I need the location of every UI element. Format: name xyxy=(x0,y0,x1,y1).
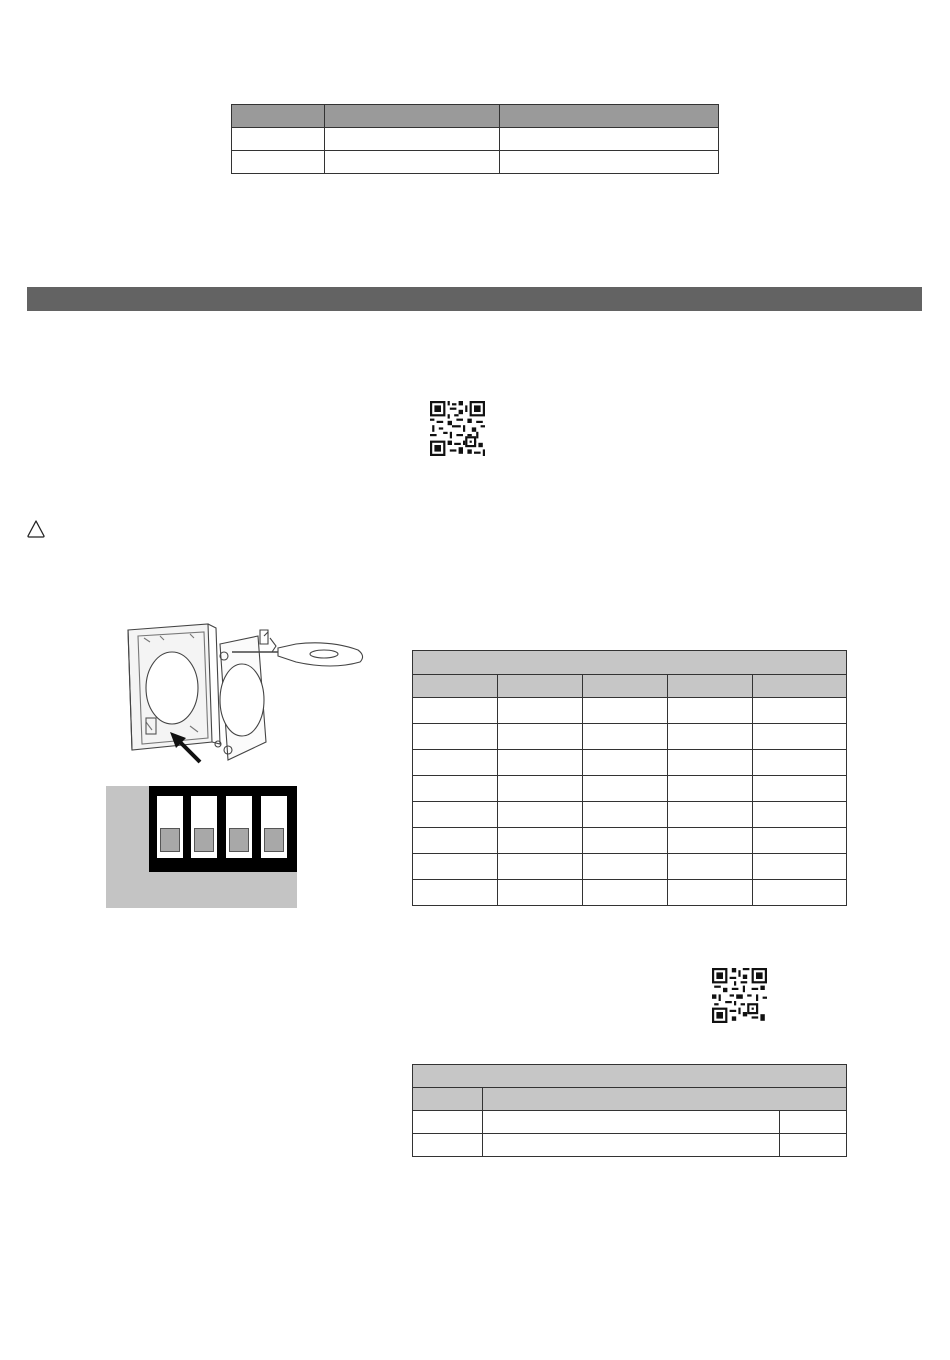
table-header-cell xyxy=(753,675,847,698)
table-cell xyxy=(753,750,847,776)
table-cell xyxy=(668,880,753,906)
table-cell xyxy=(753,880,847,906)
dip-switch-2 xyxy=(191,796,217,858)
dip-knob xyxy=(160,828,180,852)
table-cell xyxy=(498,828,583,854)
table-row xyxy=(413,698,847,724)
table-cell xyxy=(753,828,847,854)
table-cell xyxy=(498,880,583,906)
table-cell xyxy=(753,698,847,724)
dip-knob xyxy=(194,828,214,852)
table-cell xyxy=(583,828,668,854)
table-header-cell xyxy=(668,675,753,698)
table-cell xyxy=(668,750,753,776)
table-cell xyxy=(668,828,753,854)
table-cell xyxy=(413,1111,483,1134)
table-cell xyxy=(498,802,583,828)
table-title-row xyxy=(413,1065,847,1088)
table-header-row xyxy=(232,105,719,128)
bottom-table xyxy=(412,1064,847,1157)
table-cell xyxy=(780,1111,847,1134)
table-cell xyxy=(668,802,753,828)
table-cell xyxy=(753,802,847,828)
table-cell xyxy=(413,854,498,880)
table-cell xyxy=(232,128,325,151)
table-cell xyxy=(500,151,719,174)
table-cell xyxy=(668,724,753,750)
table-title xyxy=(413,1065,847,1088)
table-cell xyxy=(583,724,668,750)
section-header-bar xyxy=(27,287,922,311)
table-row xyxy=(413,880,847,906)
qr-code-top xyxy=(430,401,485,456)
table-cell xyxy=(500,128,719,151)
table-cell xyxy=(780,1134,847,1157)
table-cell xyxy=(325,151,500,174)
dip-switch-diagram xyxy=(106,786,297,908)
table-row xyxy=(413,1134,847,1157)
warning-triangle-icon xyxy=(26,519,46,539)
table-cell xyxy=(413,880,498,906)
device-mounting-illustration xyxy=(120,622,370,772)
table-cell xyxy=(498,776,583,802)
table-cell xyxy=(583,880,668,906)
table-cell xyxy=(753,854,847,880)
table-header-cell xyxy=(500,105,719,128)
settings-table xyxy=(412,650,847,906)
table-cell xyxy=(413,776,498,802)
qr-code-bottom xyxy=(712,968,767,1023)
table-cell xyxy=(413,750,498,776)
table-cell xyxy=(325,128,500,151)
table-cell xyxy=(583,802,668,828)
table-cell xyxy=(483,1134,780,1157)
table-cell xyxy=(413,724,498,750)
table-cell xyxy=(753,776,847,802)
dip-knob xyxy=(264,828,284,852)
table-cell xyxy=(498,724,583,750)
table-cell xyxy=(483,1111,780,1134)
table-cell xyxy=(668,854,753,880)
table-cell xyxy=(668,698,753,724)
table-title xyxy=(413,651,847,675)
table-row xyxy=(413,854,847,880)
table-cell xyxy=(668,776,753,802)
table-header-cell xyxy=(325,105,500,128)
table-header-row xyxy=(413,675,847,698)
table-row xyxy=(413,828,847,854)
table-row xyxy=(413,776,847,802)
table-header-cell xyxy=(413,1088,483,1111)
dip-switch-3 xyxy=(226,796,252,858)
table-row xyxy=(413,750,847,776)
table-header-cell xyxy=(498,675,583,698)
table-cell xyxy=(232,151,325,174)
table-cell xyxy=(413,698,498,724)
table-title-row xyxy=(413,651,847,675)
table-row xyxy=(232,151,719,174)
table-cell xyxy=(583,854,668,880)
table-cell xyxy=(753,724,847,750)
table-row xyxy=(413,1111,847,1134)
table-cell xyxy=(583,750,668,776)
table-header-cell xyxy=(483,1088,847,1111)
table-cell xyxy=(498,750,583,776)
table-cell xyxy=(413,1134,483,1157)
table-cell xyxy=(583,698,668,724)
table-cell xyxy=(498,854,583,880)
dip-switch-1 xyxy=(157,796,183,858)
table-cell xyxy=(498,698,583,724)
table-header-cell xyxy=(413,675,498,698)
table-row xyxy=(413,802,847,828)
table-cell xyxy=(583,776,668,802)
table-row xyxy=(413,724,847,750)
table-cell xyxy=(413,802,498,828)
table-header-cell xyxy=(232,105,325,128)
dip-switch-4 xyxy=(261,796,287,858)
table-cell xyxy=(413,828,498,854)
table-row xyxy=(232,128,719,151)
table-header-cell xyxy=(583,675,668,698)
dip-knob xyxy=(229,828,249,852)
dip-switch-block xyxy=(149,786,297,872)
top-table xyxy=(231,104,719,174)
table-header-row xyxy=(413,1088,847,1111)
